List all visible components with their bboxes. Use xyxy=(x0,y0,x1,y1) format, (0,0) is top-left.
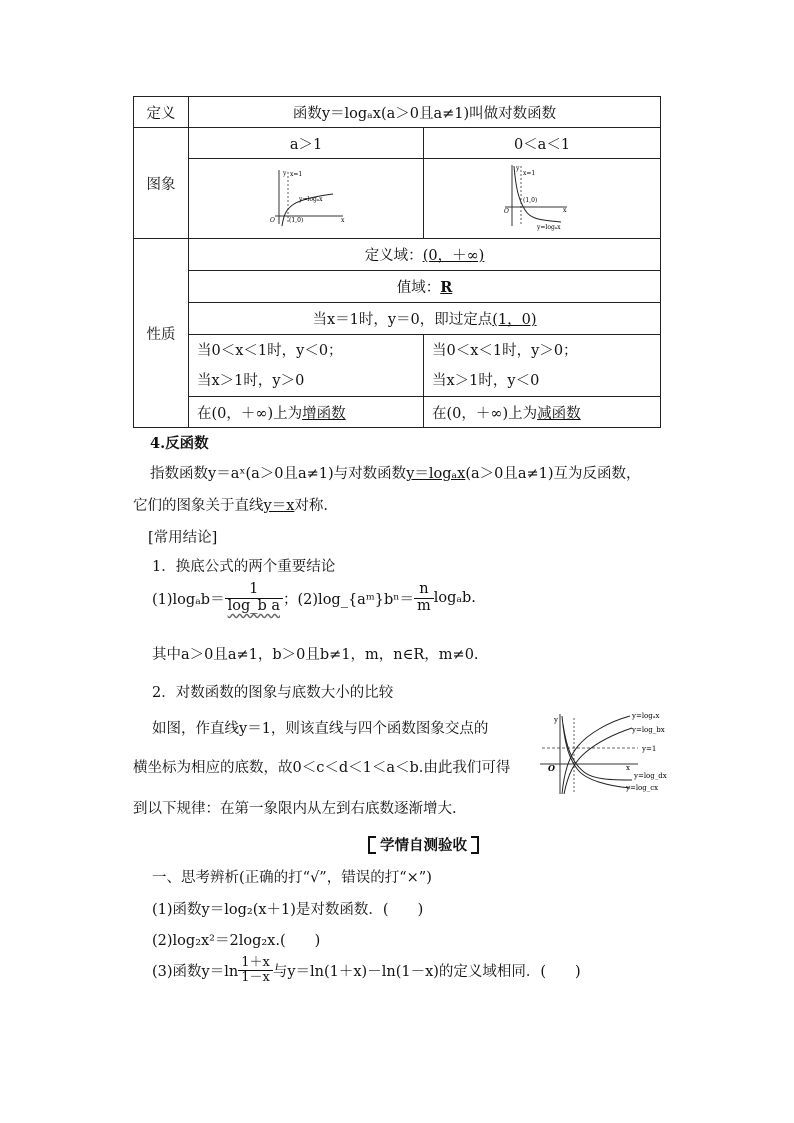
section4-line1 xyxy=(150,462,641,483)
domain-prefix: 定义域： xyxy=(364,248,423,264)
bracket-left-icon xyxy=(368,836,376,854)
formula1-den: log_b a xyxy=(227,597,281,614)
graph1-point: (1,0) xyxy=(289,216,304,224)
graph2-x: x xyxy=(563,206,567,214)
graph2-o: O xyxy=(504,207,509,215)
domain-value: (0，＋∞) xyxy=(422,248,485,264)
fig-o: O xyxy=(548,763,555,773)
formula2-fraction xyxy=(414,582,434,615)
bracket-right-icon xyxy=(471,836,479,854)
section4-line2-a: 它们的图象关于直线 xyxy=(133,498,264,514)
log-function-table xyxy=(133,96,661,428)
four-log-curves-figure xyxy=(538,708,678,796)
definition-label: 定义 xyxy=(134,97,189,128)
formula2-suffix: logₐb. xyxy=(433,590,476,607)
fixed-point-prefix: 当x＝1时，y＝0，即过定点 xyxy=(312,312,493,328)
monotonic-decreasing xyxy=(424,397,661,428)
selftest-banner xyxy=(368,834,479,855)
formula1-fraction xyxy=(225,582,283,615)
range-value: R xyxy=(440,279,453,296)
formula-row xyxy=(152,582,476,615)
graph-decreasing-cell xyxy=(424,159,661,239)
graph1-curve: y=logₐx xyxy=(299,195,323,203)
conclusion-2-heading: 2．对数函数的图象与底数大小的比较 xyxy=(152,685,394,701)
formula1-num: 1 xyxy=(225,582,283,599)
q3-fraction xyxy=(238,956,273,986)
graph-increasing-cell xyxy=(189,159,424,239)
conclusion-2-p2: 横坐标为相应的底数，故0＜c＜d＜1＜a＜b.由此我们可得 xyxy=(133,760,511,776)
graph1-y: y xyxy=(283,169,287,177)
graph-label: 图象 xyxy=(134,128,189,239)
range-prefix: 值域： xyxy=(396,280,441,296)
graph1-x: x xyxy=(341,216,345,224)
section4-heading: 4.反函数 xyxy=(150,435,209,452)
section4-line1-b: (a＞0且a≠1)互为反函数， xyxy=(465,466,641,482)
conclusions-tag: [常用结论] xyxy=(148,530,218,546)
selftest-banner-text: 学情自测验收 xyxy=(380,837,467,854)
section4-line2-u: y＝x xyxy=(263,498,295,514)
fig-label-c: y=log_cx xyxy=(626,784,659,792)
property-label: 性质 xyxy=(134,239,189,428)
mono1-value: 增函数 xyxy=(302,405,346,422)
fig-y: y xyxy=(554,716,558,724)
formula2-den: m xyxy=(417,597,431,614)
sign-cell-decreasing xyxy=(424,335,661,397)
conclusion-1-heading: 1．换底公式的两个重要结论 xyxy=(152,559,336,575)
fig-label-1: y=1 xyxy=(642,745,657,753)
graph1-o: O xyxy=(270,216,275,224)
section4-line1-a: 指数函数y＝aˣ(a＞0且a≠1)与对数函数 xyxy=(150,466,407,482)
graph2-x1: x=1 xyxy=(523,169,536,177)
c1-line2: 当x＞1时，y＞0 xyxy=(197,372,305,389)
c2-line1: 当0＜x＜1时，y＞0； xyxy=(432,342,578,359)
mono1-prefix: 在(0，＋∞)上为 xyxy=(197,405,303,422)
conclusion-condition: 其中a＞0且a≠1，b＞0且b≠1，m，n∈R，m≠0. xyxy=(152,647,479,663)
graph2-y: y xyxy=(516,164,520,172)
section4-line1-u: y＝logₐx xyxy=(406,466,466,482)
fig-label-a: y=logₐx xyxy=(632,712,660,720)
formula2-prefix: ；(2)log_{aᵐ}bⁿ＝ xyxy=(283,591,414,608)
definition-text: 函数y＝logₐx(a＞0且a≠1)叫做对数函数 xyxy=(189,97,661,128)
selftest-q1: (1)函数y＝log₂(x＋1)是对数函数．( ) xyxy=(152,902,424,918)
section4-line2 xyxy=(133,494,328,515)
q3-den: 1－x xyxy=(241,970,270,986)
formula2-num: n xyxy=(414,582,434,599)
fixed-point-value: (1，0) xyxy=(492,312,537,328)
graph-increasing xyxy=(261,166,351,228)
graph2-curve: y=logₐx xyxy=(537,223,561,231)
col-header-a-lt-1: 0＜a＜1 xyxy=(424,128,661,159)
fig-x: x xyxy=(626,764,630,772)
graph1-x1: x=1 xyxy=(290,170,303,178)
c1-line1: 当0＜x＜1时，y＜0； xyxy=(197,342,343,359)
fig-label-b: y=log_bx xyxy=(632,726,665,734)
selftest-q3 xyxy=(152,956,581,986)
sign-cell-increasing xyxy=(189,335,424,397)
fig-label-d: y=log_dx xyxy=(634,772,667,780)
formula1-prefix: (1)logₐb＝ xyxy=(152,591,225,608)
q3-num: 1＋x xyxy=(238,956,273,971)
graph2-point: (1,0) xyxy=(523,196,538,204)
conclusion-2-p3: 到以下规律：在第一象限内从左到右底数逐渐增大. xyxy=(133,801,457,817)
domain-row xyxy=(189,239,661,271)
q3-prefix: (3)函数y＝ln xyxy=(152,964,239,981)
section4-line2-b: 对称. xyxy=(294,498,328,514)
col-header-a-gt-1: a＞1 xyxy=(189,128,424,159)
c2-line2: 当x＞1时，y＜0 xyxy=(432,372,540,389)
mono2-value: 减函数 xyxy=(537,405,581,422)
fixed-point-row xyxy=(189,303,661,335)
selftest-heading: 一、思考辨析(正确的打“√”，错误的打“×”) xyxy=(152,870,432,886)
range-row xyxy=(189,271,661,303)
conclusion-2-p1: 如图，作直线y＝1，则该直线与四个函数图象交点的 xyxy=(152,721,489,737)
q3-suffix: 与y＝ln(1＋x)－ln(1－x)的定义域相同．( ) xyxy=(272,964,581,981)
graph-decreasing xyxy=(497,162,587,232)
monotonic-increasing xyxy=(189,397,424,428)
mono2-prefix: 在(0，＋∞)上为 xyxy=(432,405,538,422)
selftest-q2: (2)log₂x²＝2log₂x.( ) xyxy=(152,933,321,949)
